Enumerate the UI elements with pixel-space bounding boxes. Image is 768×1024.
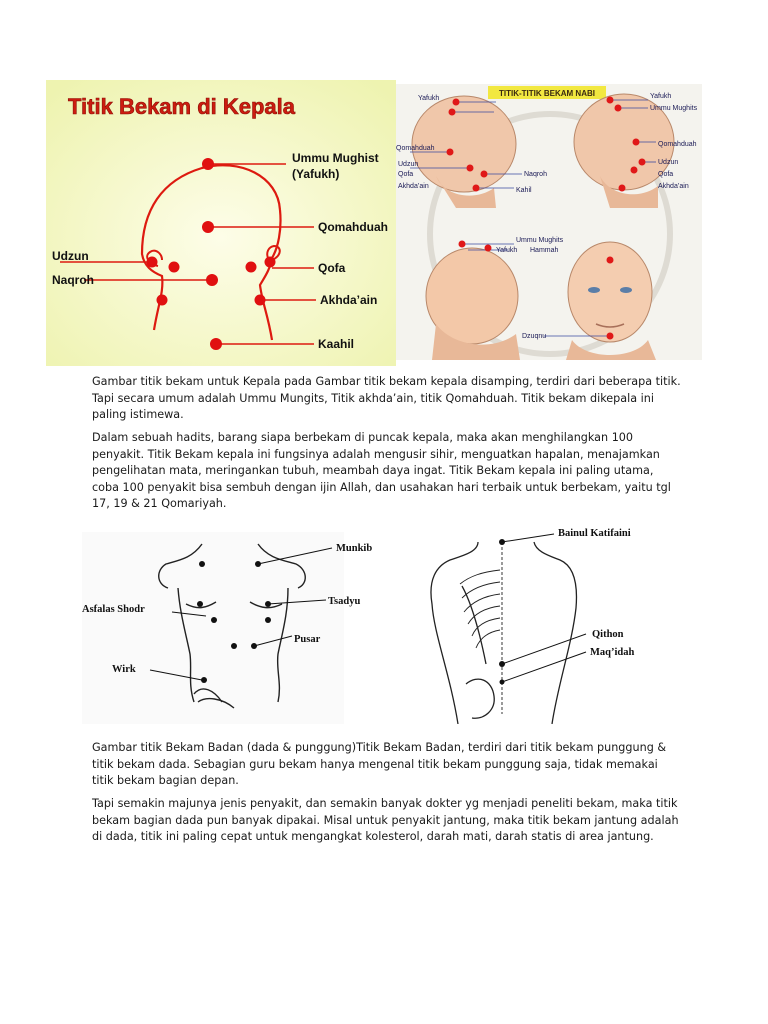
nabi-point-hammah (459, 241, 466, 248)
label-bainul-katifaini: Bainul Katifaini (558, 528, 631, 539)
label-yafukh: (Yafukh) (292, 167, 340, 181)
nabi-point-dzuqnu (607, 333, 614, 340)
nabi-point-yafukh (453, 99, 460, 106)
nabi-head-bottom-left (426, 248, 520, 360)
nabi-point-akhdaain-right (619, 185, 626, 192)
nabi-title: TITIK-TITIK BEKAM NABI (499, 89, 595, 98)
nabi-point-qomahduah (447, 149, 454, 156)
paragraph-body-intro: Gambar titik Bekam Badan (dada & punggung)Titik Bekam Badan, terdiri dari titik bekam punggung & titik bekam dada. Sebagian guru bekam hanya mengenal titik bekam punggung saja, tidak memakai titik bekam bagian depan. (92, 741, 667, 787)
head-figure-title: Titik Bekam di Kepala (68, 94, 296, 119)
point-naqroh (206, 274, 218, 286)
point-tsadyu-left (197, 601, 203, 607)
nabi-point-udzun-right (639, 159, 646, 166)
point-akhdaain-left (157, 295, 168, 306)
nabi-point-qomahduah-right (633, 139, 640, 146)
paragraph-head-intro: Gambar titik bekam untuk Kepala pada Gambar titik bekam kepala disamping, terdiri dari beberapa titik. Tapi secara umum adalah Ummu Mungits, Titik akhda’ain, titik Qomahduah. Titik bekam dikepala ini paling istimewa. (92, 375, 681, 421)
point-asfalas-shodr-left (211, 617, 217, 623)
nabi-point-ummu (449, 109, 456, 116)
point-asfalas-shodr-right (265, 617, 271, 623)
nabi-label-naqroh: Naqroh (524, 171, 547, 178)
label-naqroh: Naqroh (52, 273, 94, 287)
nabi-label-qomahduah: Qomahduah (396, 145, 435, 152)
label-qithon: Qithon (592, 629, 624, 640)
nabi-label-hammah: Hammah (530, 247, 559, 254)
paragraph-head-hadith: Dalam sebuah hadits, barang siapa berbekam di puncak kepala, maka akan menghilangkan 100 penyakit. Titik Bekam kepala ini fungsinya adalah mengusir sihir, menguatkan hapalan, menajamkan pengelihatan mata, meringankan tubuh, meambah daya ingat. Titik Bekam kepala ini paling utama, coba 100 penyakit bisa sembuh dengan ijin Allah, dan usahakan hari terbaik untuk berbekam, yaitu tgl 17, 19 & 21 Qomariyah. (92, 431, 671, 510)
nabi-point-naqroh (481, 171, 488, 178)
label-asfalas-shodr: Asfalas Shodr (82, 604, 145, 615)
nabi-label-udzun: Udzun (398, 161, 419, 168)
prophet-points-figure (396, 84, 702, 360)
nabi-label-qomahduah-right: Qomahduah (658, 141, 697, 148)
nabi-point-kahil (473, 185, 480, 192)
point-pusar-left (231, 643, 237, 649)
label-wirk: Wirk (112, 664, 136, 675)
head-diagram (46, 80, 396, 366)
nabi-point-yafukh-right (607, 97, 614, 104)
point-ummu-mughist (202, 158, 214, 170)
point-qofa-left (246, 262, 257, 273)
nabi-label-ummu-right: Ummu Mughits (650, 105, 698, 112)
point-munkib-left (199, 561, 205, 567)
nabi-label-dzuqnu: Dzuqnu (522, 333, 547, 340)
paragraph-body-chest: Tapi semakin majunya jenis penyakit, dan semakin banyak dokter yg menjadi peneliti bekam, maka titik bekam bagian dada pun banyak dipakai. Misal untuk penyakit jantung, maka titik bekam jantung adalah di dada, titik ini paling cepat untuk mengangkat kolesterol, darah mati, darah statis di area jantung. (92, 797, 679, 843)
prophet-points-diagram (396, 84, 702, 360)
point-kaahil (210, 338, 222, 350)
point-akhdaain-right (255, 295, 266, 306)
nabi-label-akhdaain-right: Akhda’ain (658, 183, 689, 190)
point-qofa (265, 257, 276, 268)
body-diagram (82, 524, 664, 724)
nabi-label-kahil: Kahil (516, 187, 532, 194)
nabi-label-yafukh-right: Yafukh (650, 93, 672, 100)
label-maqidah: Maq’idah (590, 647, 635, 658)
nabi-label-udzun-right: Udzun (658, 159, 679, 166)
back-panel (344, 524, 664, 724)
head-cupping-figure (46, 80, 396, 366)
nabi-point-qofa-right (631, 167, 638, 174)
nabi-label-ummu-bottom: Ummu Mughits (516, 237, 564, 244)
label-tsadyu: Tsadyu (328, 596, 361, 607)
label-ummu-mughist: Ummu Mughist (292, 151, 379, 165)
label-pusar: Pusar (294, 634, 321, 645)
nabi-point-yafukh-bottom (485, 245, 492, 252)
nabi-label-yafukh-bottom: Yafukh (496, 247, 518, 254)
label-udzun: Udzun (52, 249, 89, 263)
point-udzun-left (147, 257, 158, 268)
label-qomahduah: Qomahduah (318, 220, 389, 234)
nabi-label-akhdaain: Akhda’ain (398, 183, 429, 190)
nabi-label-yafukh: Yafukh (418, 95, 440, 102)
label-qofa: Qofa (318, 261, 346, 275)
label-kaahil: Kaahil (318, 337, 355, 351)
nabi-label-qofa: Qofa (398, 171, 414, 178)
point-qomahduah (202, 221, 214, 233)
nabi-label-qofa-right: Qofa (658, 171, 674, 178)
label-akhdaain: Akhda’ain (320, 293, 378, 307)
nabi-point-yafukh-front (607, 257, 614, 264)
body-cupping-figure (82, 524, 664, 724)
label-munkib: Munkib (336, 543, 373, 554)
nabi-point-ummu-right (615, 105, 622, 112)
nabi-point-udzun (467, 165, 474, 172)
point-naqroh-left (169, 262, 180, 273)
